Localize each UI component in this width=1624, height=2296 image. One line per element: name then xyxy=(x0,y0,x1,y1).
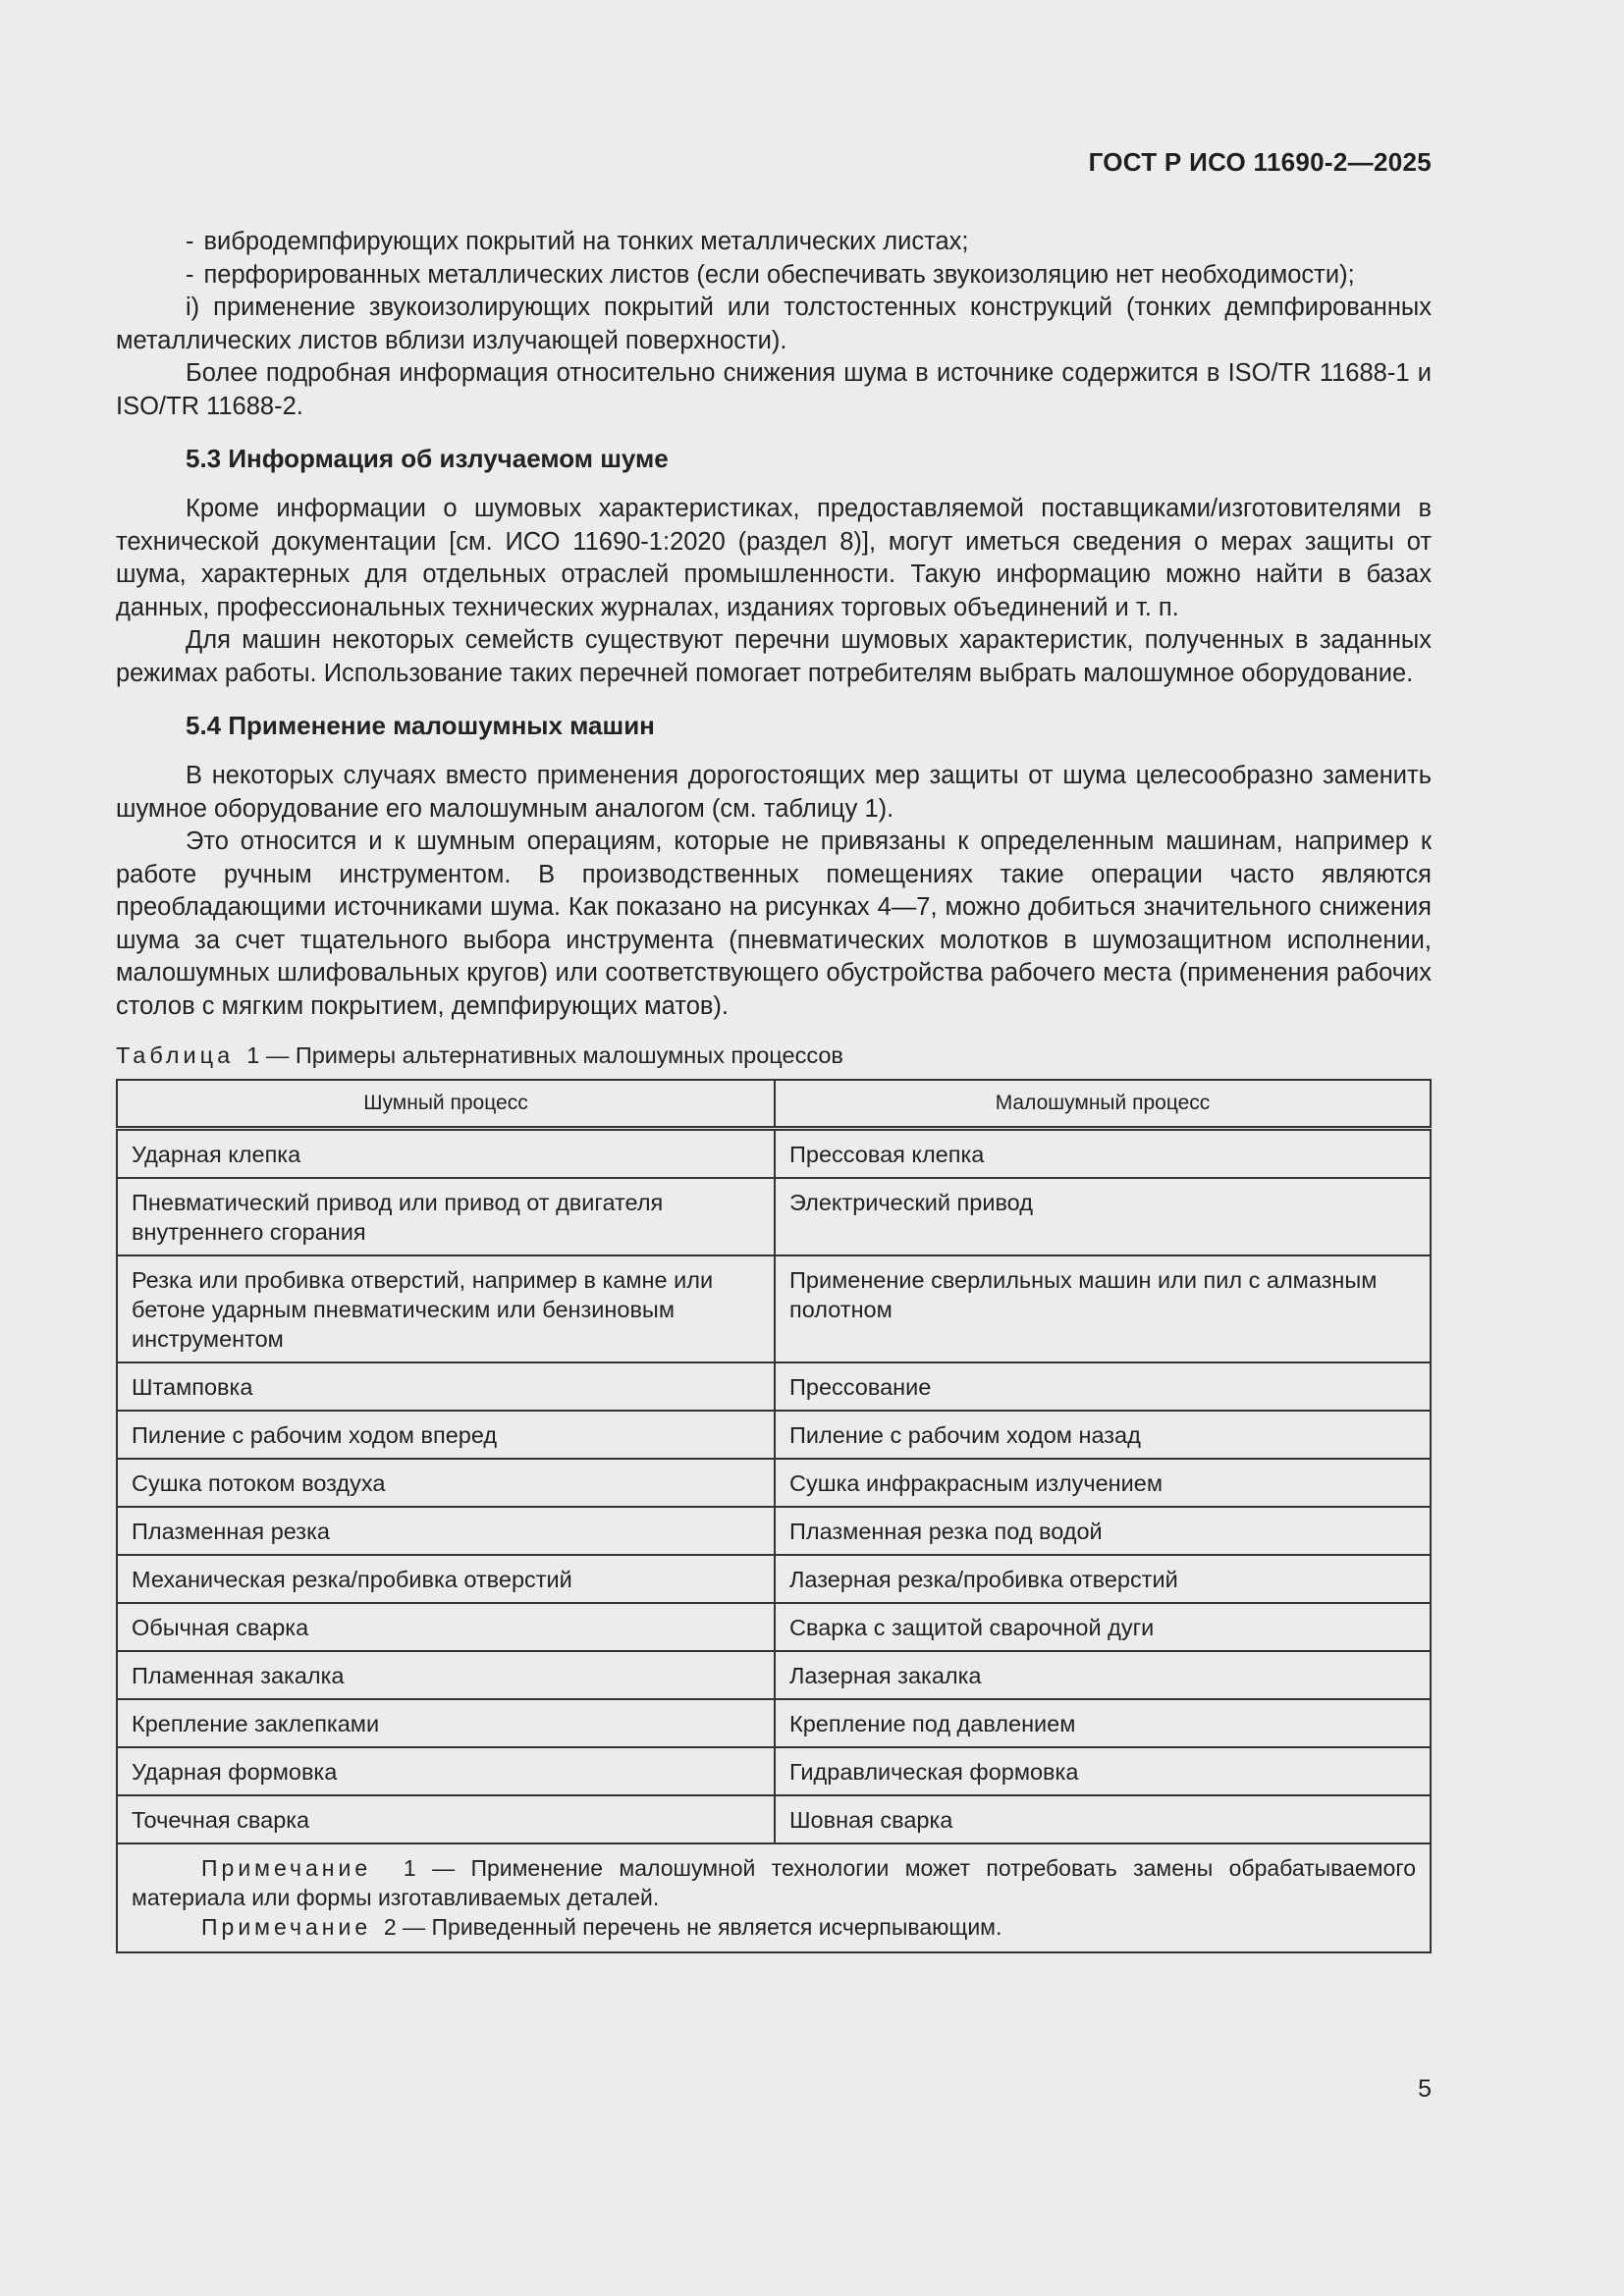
note-label: Примечание xyxy=(201,1855,372,1881)
table-row xyxy=(117,1255,1431,1362)
list-item-text: вибродемпфирующих покрытий на тонких металлических листах; xyxy=(203,228,969,255)
table-cell-quiet: Сушка инфракрасным излучением xyxy=(775,1459,1431,1507)
table-row xyxy=(117,1178,1431,1255)
table-cell-quiet: Лазерная резка/пробивка отверстий xyxy=(775,1555,1431,1603)
table-cell-noisy: Ударная формовка xyxy=(117,1747,775,1795)
table-row xyxy=(117,1129,1431,1179)
table-row xyxy=(117,1603,1431,1651)
section-5-3-paragraph-1: Кроме информации о шумовых характеристиках, предоставляемой поставщиками/изготовителями в технической документации [см. ИСО 11690-1:2020 (раздел 8)], могут иметься сведения о мерах защиты от шума, характерных для отдельных отраслей промышленности. Такую информацию можно найти в базах данных, профессиональных технических журналах, изданиях торговых объединений и т. п. xyxy=(116,495,1432,621)
table-cell-noisy: Механическая резка/пробивка отверстий xyxy=(117,1555,775,1603)
table-header-row xyxy=(117,1080,1431,1129)
table-notes-row xyxy=(117,1843,1431,1952)
section-5-4-heading: 5.4 Применение малошумных машин xyxy=(186,711,655,740)
list-item-text: перфорированных металлических листов (если обеспечивать звукоизоляцию нет необходимости); xyxy=(203,260,1355,289)
document-body xyxy=(116,226,1432,1953)
table-cell-quiet: Прессование xyxy=(775,1362,1431,1411)
table-row xyxy=(117,1362,1431,1411)
table-cell-quiet: Электрический привод xyxy=(775,1178,1431,1255)
table-row xyxy=(117,1411,1431,1459)
table-caption-label: Таблица xyxy=(116,1042,235,1068)
table-row xyxy=(117,1507,1431,1555)
column-header-noisy: Шумный процесс xyxy=(117,1080,775,1129)
table-cell-quiet: Пиление с рабочим ходом назад xyxy=(775,1411,1431,1459)
dash-marker: - xyxy=(186,228,194,255)
document-page xyxy=(116,0,1432,2296)
table-cell-noisy: Крепление заклепками xyxy=(117,1699,775,1747)
section-5-4-paragraph-1: В некоторых случаях вместо применения дорогостоящих мер защиты от шума целесообразно заменить шумное оборудование его малошумным аналогом (см. таблицу 1). xyxy=(116,762,1432,823)
page-number: 5 xyxy=(1418,2075,1432,2103)
table-row xyxy=(117,1795,1431,1843)
table-cell-noisy: Штамповка xyxy=(117,1362,775,1411)
table-row xyxy=(117,1699,1431,1747)
table-cell-quiet: Шовная сварка xyxy=(775,1795,1431,1843)
note-text: 2 — Приведенный перечень не является исчерпывающим. xyxy=(383,1914,1002,1940)
table-cell-quiet: Сварка с защитой сварочной дуги xyxy=(775,1603,1431,1651)
table-caption-text: 1 — Примеры альтернативных малошумных процессов xyxy=(246,1042,843,1068)
table-cell-noisy: Точечная сварка xyxy=(117,1795,775,1843)
table-cell-noisy: Сушка потоком воздуха xyxy=(117,1459,775,1507)
section-5-3-heading: 5.3 Информация об излучаемом шуме xyxy=(186,444,669,473)
table-row xyxy=(117,1747,1431,1795)
table-cell-quiet: Применение сверлильных машин или пил с алмазным полотном xyxy=(775,1255,1431,1362)
list-item xyxy=(116,226,1432,259)
table-cell-quiet: Прессовая клепка xyxy=(775,1129,1431,1179)
note-label: Примечание xyxy=(201,1914,372,1940)
table-cell-noisy: Пламенная закалка xyxy=(117,1651,775,1699)
paragraph-item-i: i) применение звукоизолирующих покрытий или толстостенных конструкций (тонких демпфированных металлических листов вблизи излучающей поверхности). xyxy=(116,294,1432,354)
section-5-3-paragraph-2: Для машин некоторых семейств существуют перечни шумовых характеристик, полученных в заданных режимах работы. Использование таких перечней помогает потребителям выбрать малошумное оборудование. xyxy=(116,626,1432,687)
note-text: 1 — Применение малошумной технологии может потребовать замены обрабатываемого материала или формы изготавливаемых деталей. xyxy=(132,1855,1417,1910)
table-cell-quiet: Плазменная резка под водой xyxy=(775,1507,1431,1555)
table-cell-noisy: Плазменная резка xyxy=(117,1507,775,1555)
table-note-2 xyxy=(132,1912,1416,1942)
table-cell-quiet: Лазерная закалка xyxy=(775,1651,1431,1699)
paragraph-more-info: Более подробная информация относительно снижения шума в источнике содержится в ISO/TR 11688-1 и ISO/TR 11688-2. xyxy=(116,359,1432,420)
table-notes-cell xyxy=(117,1843,1431,1952)
table-cell-noisy: Пиление с рабочим ходом вперед xyxy=(117,1411,775,1459)
table-row xyxy=(117,1651,1431,1699)
document-header: ГОСТ Р ИСО 11690-2—2025 xyxy=(1088,147,1432,177)
table-cell-quiet: Крепление под давлением xyxy=(775,1699,1431,1747)
table-cell-quiet: Гидравлическая формовка xyxy=(775,1747,1431,1795)
table-cell-noisy: Обычная сварка xyxy=(117,1603,775,1651)
processes-table xyxy=(116,1079,1432,1953)
table-note-1 xyxy=(132,1853,1416,1912)
dash-marker: - xyxy=(186,260,194,289)
table-row xyxy=(117,1555,1431,1603)
table-cell-noisy: Пневматический привод или привод от двигателя внутреннего сгорания xyxy=(117,1178,775,1255)
table-cell-noisy: Резка или пробивка отверстий, например в камне или бетоне ударным пневматическим или бензиновым инструментом xyxy=(117,1255,775,1362)
table-caption xyxy=(116,1041,1432,1070)
section-5-4-paragraph-2: Это относится и к шумным операциям, которые не привязаны к определенным машинам, например к работе ручным инструментом. В производственных помещениях такие операции часто являются преобладающими источниками шума. Как показано на рисунках 4—7, можно добиться значительного снижения шума за счет тщательного выбора инструмента (пневматических молотков в шумозащитном исполнении, малошумных шлифовальных кругов) или соответствующего обустройства рабочего места (применения рабочих столов с мягким покрытием, демпфирующих матов). xyxy=(116,828,1432,1020)
column-header-quiet: Малошумный процесс xyxy=(775,1080,1431,1129)
table-cell-noisy: Ударная клепка xyxy=(117,1129,775,1179)
table-row xyxy=(117,1459,1431,1507)
list-item xyxy=(116,259,1432,293)
